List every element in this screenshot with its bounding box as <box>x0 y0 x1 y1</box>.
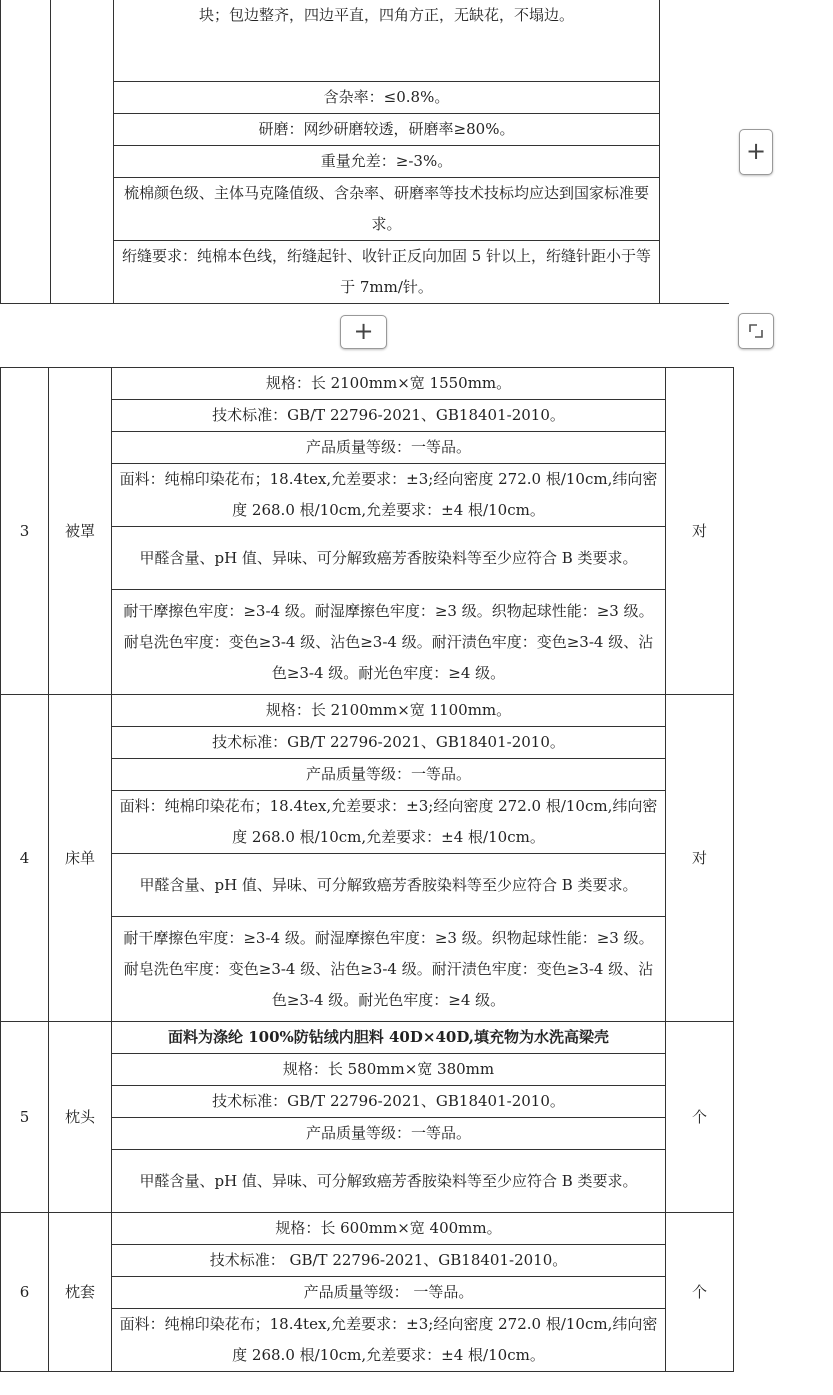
spec-cell: 规格：长 2100mm×宽 1550mm。 <box>112 368 666 400</box>
spec-cell: 产品质量等级：一等品。 <box>112 432 666 464</box>
spec-cell: 甲醛含量、pH 值、异味、可分解致癌芳香胺染料等至少应符合 B 类要求。 <box>112 527 666 590</box>
top-name-cell <box>51 0 114 303</box>
spec-cell: 技术标准： GB/T 22796-2021、GB18401-2010。 <box>112 1245 666 1277</box>
add-row-button[interactable] <box>340 315 387 349</box>
spec-cell: 耐干摩擦色牢度：≥3-4 级。耐湿摩擦色牢度：≥3 级。织物起球性能：≥3 级。耐皂洗色牢度：变色≥3-4 级、沾色≥3-4 级。耐汗渍色牢度：变色≥3-4 级、沾色≥3-4 级。耐光色牢度：≥4 级。 <box>112 590 666 695</box>
spec-cell: 研磨：网纱研磨较透，研磨率≥80%。 <box>114 113 660 145</box>
item-unit: 个 <box>666 1213 734 1372</box>
spec-cell: 规格：长 580mm×宽 380mm <box>112 1054 666 1086</box>
plus-icon: + <box>745 137 767 165</box>
item-name: 床单 <box>49 695 112 1022</box>
spec-cell: 产品质量等级：一等品。 <box>112 759 666 791</box>
item-no: 4 <box>1 695 49 1022</box>
item-name: 被罩 <box>49 368 112 695</box>
table-row <box>1 695 734 727</box>
spec-cell: 含杂率：≤0.8%。 <box>114 81 660 113</box>
top-table <box>0 0 729 304</box>
items-table <box>0 367 734 1372</box>
spec-cell: 技术标准：GB/T 22796-2021、GB18401-2010。 <box>112 1086 666 1118</box>
spec-cell: 面料：纯棉印染花布；18.4tex,允差要求：±3;经向密度 272.0 根/10cm,纬向密度 268.0 根/10cm,允差要求：±4 根/10cm。 <box>112 791 666 854</box>
spec-cell: 甲醛含量、pH 值、异味、可分解致癌芳香胺染料等至少应符合 B 类要求。 <box>112 1150 666 1213</box>
item-name: 枕套 <box>49 1213 112 1372</box>
corner-expand-icon <box>739 314 773 348</box>
item-unit: 对 <box>666 695 734 1022</box>
table-row <box>1 1022 734 1054</box>
plus-icon: + <box>353 317 374 345</box>
spec-cell: 重量允差：≥-3%。 <box>114 145 660 177</box>
top-unit-cell <box>660 0 729 303</box>
table-row <box>1 1213 734 1245</box>
item-no: 6 <box>1 1213 49 1372</box>
spec-cell: 面料为涤纶 100%防钻绒内胆料 40D×40D,填充物为水洗高梁壳 <box>112 1022 666 1054</box>
item-unit: 个 <box>666 1022 734 1213</box>
table-row <box>1 368 734 400</box>
expand-table-button[interactable] <box>738 313 774 349</box>
spec-cell: 甲醛含量、pH 值、异味、可分解致癌芳香胺染料等至少应符合 B 类要求。 <box>112 854 666 917</box>
spec-cell: 产品质量等级：一等品。 <box>112 1118 666 1150</box>
item-no: 3 <box>1 368 49 695</box>
spec-cell: 面料：纯棉印染花布；18.4tex,允差要求：±3;经向密度 272.0 根/10cm,纬向密度 268.0 根/10cm,允差要求：±4 根/10cm。 <box>112 464 666 527</box>
spec-cell: 耐干摩擦色牢度：≥3-4 级。耐湿摩擦色牢度：≥3 级。织物起球性能：≥3 级。耐皂洗色牢度：变色≥3-4 级、沾色≥3-4 级。耐汗渍色牢度：变色≥3-4 级、沾色≥3-4 级。耐光色牢度：≥4 级。 <box>112 917 666 1022</box>
add-row-button[interactable] <box>739 129 773 175</box>
spec-cell: 块；包边整齐，四边平直，四角方正，无缺花，不塌边。 <box>114 0 660 81</box>
spec-cell: 技术标准：GB/T 22796-2021、GB18401-2010。 <box>112 727 666 759</box>
spec-cell: 规格：长 600mm×宽 400mm。 <box>112 1213 666 1245</box>
item-unit: 对 <box>666 368 734 695</box>
spec-cell: 面料：纯棉印染花布；18.4tex,允差要求：±3;经向密度 272.0 根/10cm,纬向密度 268.0 根/10cm,允差要求：±4 根/10cm。 <box>112 1309 666 1372</box>
spec-cell: 规格：长 2100mm×宽 1100mm。 <box>112 695 666 727</box>
spec-cell: 产品质量等级： 一等品。 <box>112 1277 666 1309</box>
spec-cell: 绗缝要求：纯棉本色线，绗缝起针、收针正反向加固 5 针以上，绗缝针距小于等于 7mm/针。 <box>114 240 660 303</box>
top-no-cell <box>1 0 51 303</box>
spec-cell: 梳棉颜色级、主体马克隆值级、含杂率、研磨率等技术技标均应达到国家标准要求。 <box>114 177 660 240</box>
item-name: 枕头 <box>49 1022 112 1213</box>
spec-cell: 技术标准：GB/T 22796-2021、GB18401-2010。 <box>112 400 666 432</box>
item-no: 5 <box>1 1022 49 1213</box>
